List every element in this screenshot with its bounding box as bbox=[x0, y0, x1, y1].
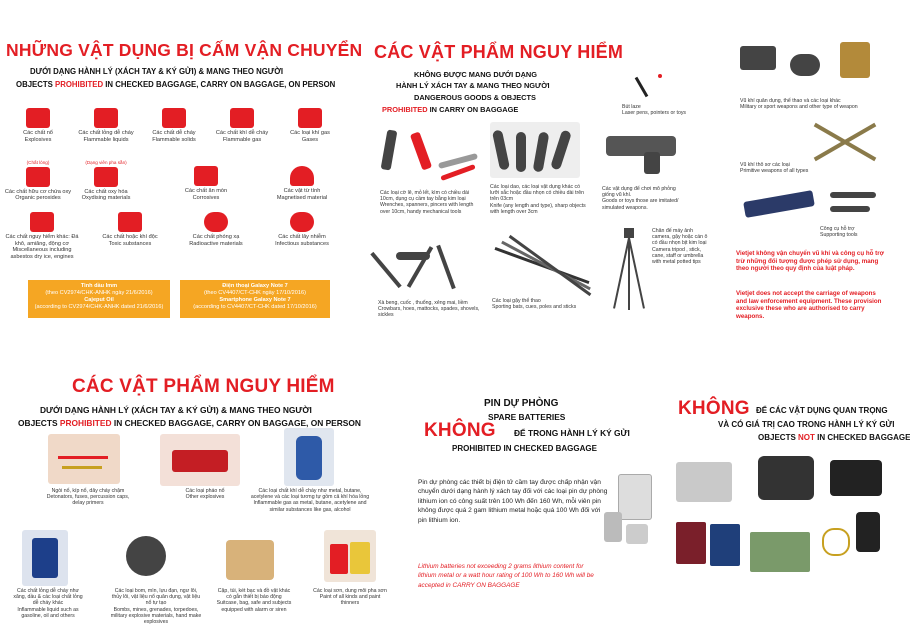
panel-prohibited-items bbox=[0, 0, 363, 330]
support-caption: Công cụ hỗ trợ Supporting tools bbox=[820, 226, 858, 239]
phone-icon bbox=[856, 512, 880, 552]
item-flammable-gas: Các chất khí dễ cháy Flammable gas bbox=[208, 108, 276, 143]
passport-icon bbox=[676, 522, 706, 564]
laser-pen-image bbox=[634, 72, 670, 100]
item-explosives: Các chất nổ Explosives bbox=[4, 108, 72, 143]
battery-no-label: KHÔNG bbox=[424, 420, 496, 441]
jewelry-icon bbox=[822, 528, 850, 556]
galaxy-note7-box: Điện thoại Galaxy Note 7 (theo CV4407/CT-CHK ngày 17/10/2016) Smartphone Galaxy Note 7 (according to CV4407/CT-CHK dated 17/10/2016) bbox=[180, 280, 330, 318]
flammable-liquid-caption: Các chất lỏng dễ cháy như xăng, dầu & các loại chất lỏng dễ cháy khác Inflammable liquid such as gasoline, oil and others bbox=[13, 588, 83, 619]
tripod-caption: Chân đế máy ảnh camera, gậy hoặc cán ô có đầu nhọn bịt kim loại Camera tripod , stick, cane, staff or umbrella with metal potted tips bbox=[652, 228, 708, 266]
battery-title-en: SPARE BATTERIES bbox=[488, 412, 566, 422]
alarm-suitcase-caption: Cặp, túi, két bạc và đồ vật khác có gắn thiết bị báo động Suitcase, bag, safe and subjects equipped with alarm or siren bbox=[216, 588, 292, 613]
oxidizer-icon bbox=[94, 167, 118, 187]
primitive-caption: Vũ khí thô sơ các loại Primitive weapons of all types bbox=[740, 162, 809, 175]
flammable-gas-icon bbox=[230, 108, 254, 128]
item-corrosives: Các chất ăn mòn Corrosives bbox=[172, 166, 240, 201]
battery-title-vi: PIN DỰ PHÒNG bbox=[484, 398, 559, 409]
detonators-caption: Ngòi nổ, kíp nổ, dây cháy chậm Detonators, fuses, percussion caps, delay primers bbox=[46, 488, 130, 507]
gas-cylinder-icon bbox=[298, 108, 322, 128]
item-gases: Các loại khí gas Gases bbox=[276, 108, 344, 143]
battery-red-note: Lithium batteries not exceeding 2 grams lithium content for lithium metal or a watt hour rating of 100 Wh to 160 Wh will be accepted in CARRY ON BAGGAGE bbox=[418, 563, 594, 589]
magnet-icon bbox=[290, 166, 314, 186]
explosive-icon bbox=[26, 108, 50, 128]
wrench-tools-image bbox=[380, 126, 484, 182]
panel-carry-on-prohibited: CÁC VẬT PHẨM NGUY HIỂM KHÔNG ĐƯỢC MANG DƯỚI DẠNG HÀNH LÝ XÁCH TAY & MANG THEO NGƯỜI DANGEROUS GOODS & OBJECTS PROHIBITED IN CARRY ON BAGGAGE Bút laze Laser pens, pointers or toys Vũ khí quân dụng, thể thao và các loại khác Military or sport weapons and other type of weapon Các loại cờ lê, mỏ lết, kìm có chiều dài 10cm, dụng cụ cầm tay bằng kim loại Wrenches, spanners, pincers with length over 10cm, handy mechanical tools Các loại dao, các loại vật dụng khác có lưỡi sắc hoặc đầu nhọn có chiều dài trên trên 03cm Knife (any length and type), sharp objects with length over 3cm Các vật dụng để chơi mô phỏng giống vũ khí. Goods or toys those are imitated/ simulated weapons. Vũ khí thô sơ các loại Primitive weapons of all types Công cụ hỗ trợ Supporting tools Xà beng, cuốc , thuổng, xẻng mai, liềm Crowbars, hoes, mattocks, spades, shovels, sickles Các loại gậy thể thao Sporting bats, cues, poles and sticks Chân đế máy ảnh camera, gậy hoặc cán ô có đầu nhọn bịt kim loại Camera tripod , stick, cane, staff or umbrella with metal potted tips Vietjet không vận chuyển vũ khí và công cụ hỗ trợ trừ những đối tượng được phép sử dụng, mang theo người theo quy định của luật pháp. Vietjet does not accept the carriage of weapons and law enforcement equipment. These provision exclusive these who are authorised to carry weapons. bbox=[352, 0, 893, 330]
panel3-title: CÁC VẬT PHẨM NGUY HIỂM bbox=[72, 376, 335, 397]
item-flammable-solids: Các chất dễ cháy Flammable solids bbox=[140, 108, 208, 143]
panel1-subtitle-en: OBJECTS PROHIBITED IN CHECKED BAGGAGE, CARRY ON BAGGAGE, ON PERSON bbox=[16, 80, 336, 89]
panel1-subtitle-vi: DƯỚI DẠNG HÀNH LÝ (XÁCH TAY & KÝ GỬI) & MANG THEO NGƯỜI bbox=[30, 67, 284, 76]
flammable-solid-icon bbox=[162, 108, 186, 128]
weapons-caption: Vũ khí quân dụng, thể thao và các loại khác Military or sport weapons and other type of weapon bbox=[740, 98, 858, 111]
weapons-image bbox=[740, 40, 886, 86]
passport-icon-2 bbox=[710, 524, 740, 566]
gas-canister-caption: Các loại chất khí dễ cháy như metal, butane, acetylene và các loại tương tự gồm cả khí hóa lỏng Inflammable gas as metal, butane, acetylene and similar substances like gas, alcohol bbox=[250, 488, 370, 513]
vietjet-weapons-notice-en: Vietjet does not accept the carriage of weapons and law enforcement equipment. These provision exclusive these who are authorised to carry weapons. bbox=[736, 290, 882, 320]
tools-caption: Các loại cờ lê, mỏ lết, kìm có chiều dài 10cm, dụng cụ cầm tay bằng kim loại Wrenches, spanners, pincers with length over 10cm, handy mechanical tools bbox=[380, 190, 474, 215]
camera-icon bbox=[830, 460, 882, 496]
primitive-weapons-image bbox=[800, 116, 882, 168]
toy-gun-image bbox=[606, 132, 680, 178]
valuables-image bbox=[670, 452, 890, 620]
paint-cans-image bbox=[324, 530, 376, 582]
panel1-title: NHỮNG VẬT DỤNG BỊ CẤM VẬN CHUYỂN bbox=[6, 40, 363, 60]
flammable-liquid-image bbox=[22, 530, 68, 586]
supporting-tools-image bbox=[744, 186, 884, 230]
bombs-caption: Các loại bom, mìn, lựu đạn, ngư lôi, thủy lôi, vật liệu nổ quân dụng, vật liệu nổ tự tạo Bombs, mines, grenades, torpedoes, military explosive materials, hand make explosives bbox=[110, 588, 202, 626]
panel2-title: CÁC VẬT PHẨM NGUY HIỂM bbox=[374, 42, 624, 62]
alarm-suitcase-image bbox=[222, 530, 278, 584]
flammable-liquid-icon bbox=[94, 108, 118, 128]
shovels-image bbox=[378, 238, 478, 294]
laser-caption: Bút laze Laser pens, pointers or toys bbox=[622, 104, 687, 117]
toy-gun-caption: Các vật dụng để chơi mô phỏng giống vũ khí. Goods or toys those are imitated/ simulated weapons. bbox=[602, 186, 679, 211]
vietjet-weapons-notice-vi: Vietjet không vận chuyển vũ khí và công cụ hỗ trợ trừ những đối tượng được phép sử dụng, mang theo người theo quy định của luật pháp. bbox=[736, 250, 885, 273]
detonators-image bbox=[48, 434, 120, 484]
item-toxic: Các chất hoặc khí độc Toxic substances bbox=[96, 212, 164, 247]
knives-image bbox=[490, 122, 580, 178]
item-radioactive: Các chất phóng xạ Radioactive materials bbox=[182, 212, 250, 247]
item-organic-peroxides: (Chất lỏng) Các chất hữu cơ chứa oxy Organic peroxides bbox=[4, 160, 72, 202]
tripod-image bbox=[608, 228, 648, 312]
battery-devices-image bbox=[600, 474, 658, 552]
camcorder-icon bbox=[758, 456, 814, 500]
bombs-image bbox=[120, 528, 174, 582]
firecrackers-image bbox=[160, 434, 240, 486]
firecrackers-caption: Các loại pháo nổ Other explosives bbox=[185, 488, 225, 501]
cajeput-oil-box: Tinh dầu Imm (theo CV2974/CHK-ANHK ngày 21/6/2016) Cajeput Oil (according to CV2974/CHK-ANHK dated 21/6/2016) bbox=[28, 280, 170, 318]
radioactive-icon bbox=[204, 212, 228, 232]
gas-canister-image bbox=[284, 428, 334, 486]
panel-dangerous-items: CÁC VẬT PHẨM NGUY HIỂM DƯỚI DẠNG HÀNH LÝ (XÁCH TAY & KÝ GỬI) & MANG THEO NGƯỜI OBJECTS PROHIBITED IN CHECKED BAGGAGE, CARRY ON BAGGAGE, ON PERSON Ngòi nổ, kíp nổ, dây cháy chậm Detonators, fuses, percussion caps, delay primers Các loại pháo nổ Other explosives Các loại chất khí dễ cháy như metal, butane, acetylene và các loại tương tự gồm cả khí hóa lỏng Inflammable gas as metal, butane, acetylene and similar substances like gas, alcohol Các chất lỏng dễ cháy như xăng, dầu & các loại chất lỏng dễ cháy khác Inflammable liquid such as gasoline, oil and others Các loại bom, mìn, lựu đạn, ngư lôi, thủy lôi, vật liệu nổ quân dụng, vật liệu nổ tự tạo Bombs, mines, grenades, torpedoes, military explosive materials, hand make explosives Cặp, túi, két bạc và đồ vật khác có gắn thiết bị báo động Suitcase, bag, safe and subjects equipped with alarm or siren Các loại sơn, dung môi pha sơn Paint of all kinds and paint thinners bbox=[0, 330, 404, 644]
battery-body-text: Pin dự phòng các thiết bị điện tử cầm tay được chấp nhận vận chuyển dưới dạng hành lý xách tay đối với các loại pin dự phòng lithium ion có công suất trên 100 Wh đến 160 Wh, mỗi viên pin không được quá 2 gam lithium metal hoặc quá 100 Wh đối với pin lithium ion. bbox=[418, 479, 608, 524]
item-magnetised: Các vật từ tính Magnetised material bbox=[262, 166, 342, 201]
sports-caption: Các loại gậy thể thao Sporting bats, cues, poles and sticks bbox=[492, 298, 577, 311]
valuables-no-label: KHÔNG bbox=[678, 398, 750, 419]
item-miscellaneous: Các chất nguy hiểm khác: Đá khô, amiăng, động cơ Miscellaneous including asbestos dry ice, engines bbox=[2, 212, 82, 260]
skull-icon bbox=[118, 212, 142, 232]
item-flammable-liquids: Các chất lỏng dễ cháy Flammable liquids bbox=[72, 108, 140, 143]
paint-caption: Các loại sơn, dung môi pha sơn Paint of all kinds and paint thinners bbox=[313, 588, 387, 607]
shovels-caption: Xà beng, cuốc , thuổng, xẻng mai, liềm Crowbars, hoes, mattocks, spades, shovels, sickles bbox=[378, 300, 480, 319]
oxidizer-tag: (Dạng viên pha sẵn) bbox=[85, 160, 127, 165]
peroxide-tag: (Chất lỏng) bbox=[26, 160, 50, 165]
panel-spare-batteries: PIN DỰ PHÒNG SPARE BATTERIES KHÔNG ĐỂ TRONG HÀNH LÝ KÝ GỬI PROHIBITED IN CHECKED BAGGAGE Pin dự phòng các thiết bị điện tử cầm tay được chấp nhận vận chuyển dưới dạng hành lý xách tay đối với các loại pin dự phòng lithium ion có công suất trên 100 Wh đến 160 Wh, mỗi viên pin không được quá 2 gam lithium metal hoặc quá 100 Wh đối với pin lithium ion. Lithium batteries not exceeding 2 grams lithium content for lithium metal or a watt hour rating of 100 Wh to 160 Wh will be accepted in CARRY ON BAGGAGE bbox=[404, 330, 660, 644]
biohazard-icon bbox=[290, 212, 314, 232]
laptop-icon bbox=[676, 462, 732, 502]
item-oxidising: (Dạng viên pha sẵn) Các chất oxy hóa Oxydising materials bbox=[72, 160, 140, 202]
panel-valuables: KHÔNG ĐỂ CÁC VẬT DỤNG QUAN TRỌNG VÀ CÓ GIÁ TRỊ CAO TRONG HÀNH LÝ KÝ GỬI OBJECTS NOT IN CHECKED BAGGAGE bbox=[660, 330, 893, 644]
peroxide-icon bbox=[26, 167, 50, 187]
corrosive-icon bbox=[194, 166, 218, 186]
item-infectious: Các chất lây nhiễm Infectious substances bbox=[262, 212, 342, 247]
knives-caption: Các loại dao, các loại vật dụng khác có lưỡi sắc hoặc đầu nhọn có chiều dài trên trên 03cm Knife (any length and type), sharp objects with length over 3cm bbox=[490, 184, 586, 215]
cash-icon bbox=[750, 532, 810, 572]
miscellaneous-icon bbox=[30, 212, 54, 232]
sporting-bats-image bbox=[492, 244, 602, 290]
